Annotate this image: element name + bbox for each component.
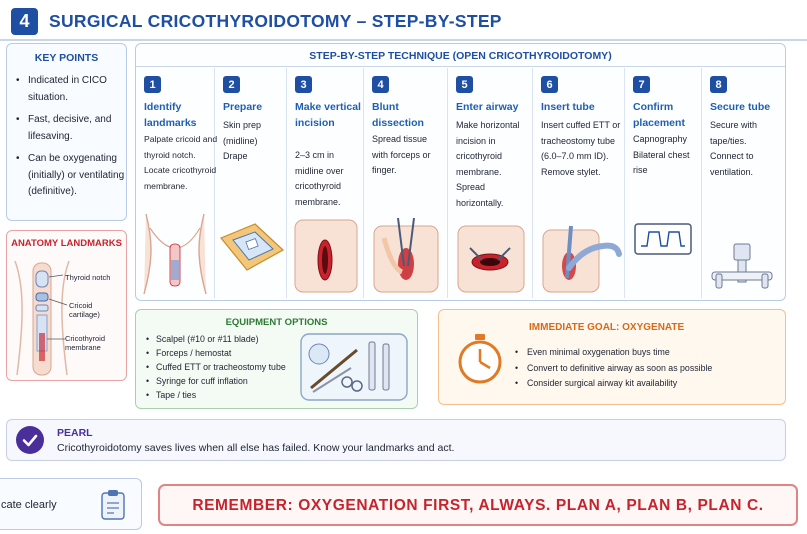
cricothyroid-membrane-label: Cricothyroid membrane [65, 334, 106, 352]
goal-list [515, 345, 712, 392]
goal-item: • Consider surgical airway kit availability [515, 376, 712, 392]
check-icon [16, 426, 44, 454]
step-description: Make horizontal incision in cricothyroid membrane. Spread horizontally. [456, 120, 520, 208]
step-3 [287, 68, 364, 298]
equipment-list [146, 332, 286, 402]
pearl-panel [6, 419, 786, 461]
key-points-list [16, 73, 126, 207]
forceps-dissection-icon [364, 208, 448, 296]
title-divider [0, 39, 807, 41]
pearl-title: PEARL [57, 427, 93, 439]
communicate-text: cate clearly [1, 499, 57, 511]
step-4 [364, 68, 448, 298]
anatomy-title: ANATOMY LANDMARKS [11, 238, 122, 249]
step-2 [215, 68, 287, 298]
step-7 [625, 68, 702, 298]
equipment-title: EQUIPMENT OPTIONS [225, 317, 328, 328]
page-title: SURGICAL CRICOTHYROIDOTOMY – STEP-BY-STEP [49, 11, 502, 31]
step-6 [533, 68, 625, 298]
key-point-item: • Fast, decisive, and lifesaving. [16, 112, 126, 145]
goal-item: • Convert to definitive airway as soon as possible [515, 361, 712, 377]
equipment-panel [135, 309, 418, 409]
step-name: Insert tube [541, 101, 595, 113]
step-5 [448, 68, 533, 298]
step-number: 6 [541, 76, 558, 93]
clipboard-icon [99, 489, 129, 521]
surgical-kit-icon [299, 332, 409, 402]
communicate-panel [0, 478, 142, 530]
step-number: 1 [144, 76, 161, 93]
pearl-text: Cricothyroidotomy saves lives when all else has failed. Know your landmarks and act. [57, 442, 455, 454]
equipment-item: • Cuffed ETT or tracheostomy tube [146, 360, 286, 374]
step-description: Skin prep (midline) Drape [223, 120, 262, 161]
step-name: Identify landmarks [144, 101, 197, 129]
step-number: 5 [456, 76, 473, 93]
section-number-badge: 4 [11, 8, 38, 35]
key-point-item: • Can be oxygenating (initially) or ventilating (definitive). [16, 151, 126, 201]
goal-item: • Even minimal oxygenation buys time [515, 345, 712, 361]
step-name: Secure tube [710, 101, 771, 113]
stopwatch-icon [455, 332, 505, 384]
key-points-panel [6, 43, 127, 221]
step-number: 2 [223, 76, 240, 93]
goal-title: IMMEDIATE GOAL: OXYGENATE [529, 322, 685, 333]
key-point-item: • Indicated in CICO situation. [16, 73, 126, 106]
secured-tube-icon [702, 208, 785, 296]
remember-banner [158, 484, 798, 526]
equipment-item: • Scalpel (#10 or #11 blade) [146, 332, 286, 346]
neck-landmarks-icon [136, 208, 215, 296]
step-1 [136, 68, 218, 298]
step-name: Make vertical incision [295, 101, 361, 129]
step-number: 8 [710, 76, 727, 93]
step-description: Palpate cricoid and thyroid notch. Locate cricothyroid membrane. [144, 134, 218, 191]
airway-entry-icon [448, 208, 533, 296]
equipment-item: • Tape / ties [146, 388, 286, 402]
step-number: 4 [372, 76, 389, 93]
equipment-item: • Forceps / hemostat [146, 346, 286, 360]
tube-insertion-icon [533, 208, 625, 296]
immediate-goal-panel [438, 309, 786, 405]
step-description: Capnography Bilateral chest rise [633, 134, 690, 175]
step-description: Spread tissue with forceps or finger. [372, 134, 431, 175]
step-description: Insert cuffed ETT or tracheostomy tube (6.0–7.0 mm ID). Remove stylet. [541, 120, 621, 177]
step-description: 2–3 cm in midline over cricothyroid membrane. [295, 150, 344, 207]
step-number: 7 [633, 76, 650, 93]
step-name: Blunt dissection [372, 101, 424, 129]
drape-pack-icon [215, 208, 287, 296]
header [0, 0, 807, 40]
step-name: Prepare [223, 101, 263, 113]
technique-title: STEP-BY-STEP TECHNIQUE (OPEN CRICOTHYROIDOTOMY) [309, 50, 612, 62]
step-8 [702, 68, 785, 298]
technique-panel [135, 43, 786, 301]
cricoid-label: Cricoid cartilage) [69, 301, 100, 319]
step-description: Secure with tape/ties. Connect to ventilation. [710, 120, 758, 177]
technique-divider [136, 66, 785, 67]
step-name: Confirm placement [633, 101, 685, 129]
step-number: 3 [295, 76, 312, 93]
anatomy-landmarks-panel [6, 230, 127, 381]
step-name: Enter airway [456, 101, 519, 113]
remember-text: REMEMBER: OXYGENATION FIRST, ALWAYS. PLAN A, PLAN B, PLAN C. [192, 497, 764, 514]
equipment-item: • Syringe for cuff inflation [146, 374, 286, 388]
capnography-waveform-icon [625, 208, 702, 296]
key-points-title: KEY POINTS [34, 52, 99, 64]
vertical-incision-icon [287, 208, 364, 296]
thyroid-notch-label: Thyroid notch [65, 273, 111, 282]
